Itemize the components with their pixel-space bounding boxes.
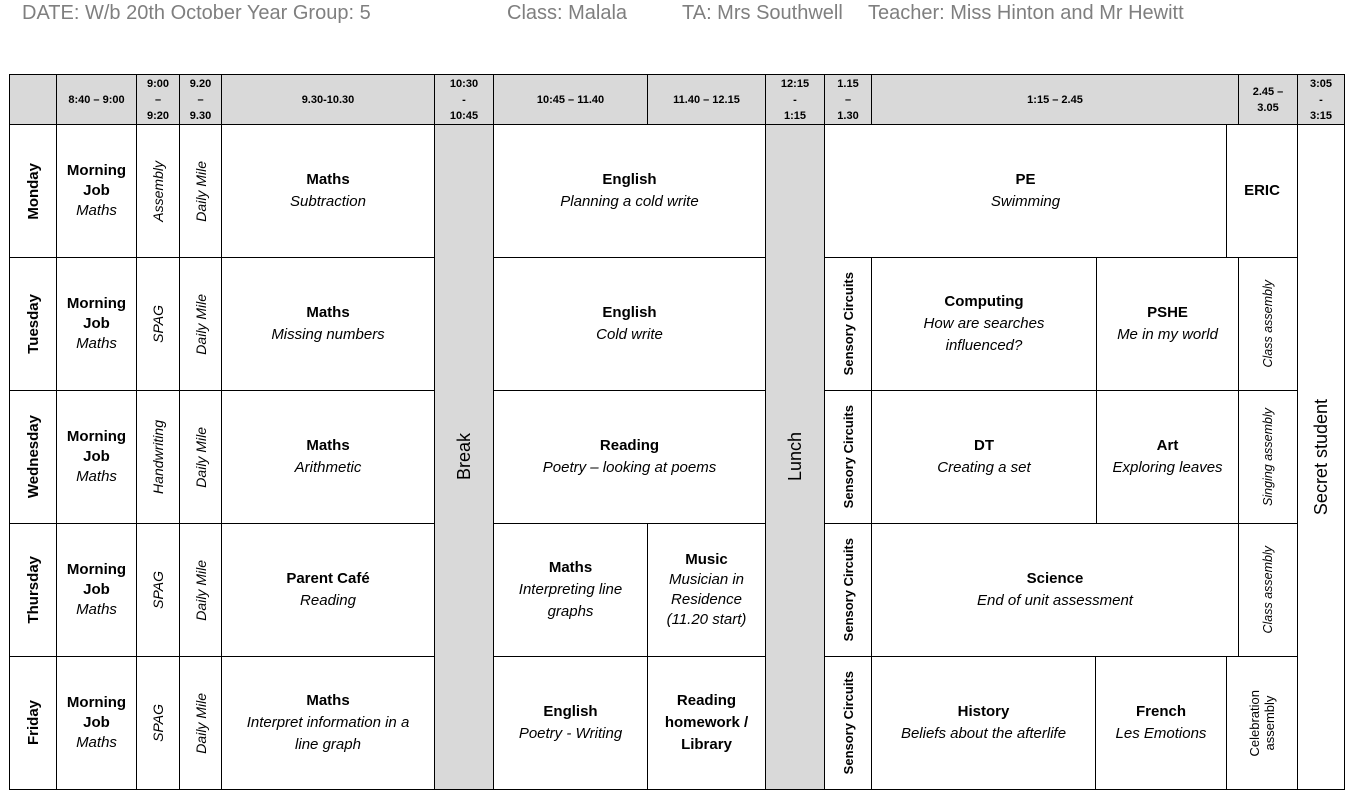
- time-slot-1140: 11.40 – 12.15: [648, 75, 766, 125]
- class-name: Class: Malala: [507, 2, 628, 24]
- time-slot-0900: 9:00 – 9:20: [137, 75, 180, 125]
- lesson-friday-1140: Reading homework / Library: [648, 657, 766, 790]
- early-slot-tuesday: SPAG: [137, 258, 180, 391]
- lesson-monday-0930: Maths Subtraction: [222, 125, 435, 258]
- date-year-group: DATE: W/b 20th October Year Group: 5: [22, 2, 371, 24]
- day-monday: Monday: [10, 125, 57, 258]
- assembly-wednesday: Singing assembly: [1239, 391, 1298, 524]
- time-slot-0920: 9.20 – 9.30: [180, 75, 222, 125]
- ta-name: TA: Mrs Southwell: [682, 2, 843, 24]
- lesson-wednesday-art: Art Exploring leaves: [1097, 391, 1239, 524]
- lesson-thursday-1140: Music Musician in Residence (11.20 start): [648, 524, 766, 657]
- assembly-tuesday: Class assembly: [1239, 258, 1298, 391]
- daily-mile-tuesday: Daily Mile: [180, 258, 222, 391]
- assembly-thursday: Class assembly: [1239, 524, 1298, 657]
- time-slot-0115: 1.15 – 1.30: [825, 75, 872, 125]
- early-slot-thursday: SPAG: [137, 524, 180, 657]
- early-slot-friday: SPAG: [137, 657, 180, 790]
- lesson-tuesday-1045: English Cold write: [494, 258, 766, 391]
- day-tuesday: Tuesday: [10, 258, 57, 391]
- time-slot-1030: 10:30 - 10:45: [435, 75, 494, 125]
- daily-mile-friday: Daily Mile: [180, 657, 222, 790]
- lesson-friday-history: History Beliefs about the afterlife: [872, 657, 1096, 790]
- time-slot-0245: 2.45 – 3.05: [1239, 75, 1298, 125]
- early-slot-wednesday: Handwriting: [137, 391, 180, 524]
- daily-mile-thursday: Daily Mile: [180, 524, 222, 657]
- day-thursday: Thursday: [10, 524, 57, 657]
- day-wednesday: Wednesday: [10, 391, 57, 524]
- lesson-tuesday-pshe: PSHE Me in my world: [1097, 258, 1239, 391]
- time-slot-0930: 9.30-10.30: [222, 75, 435, 125]
- daily-mile-wednesday: Daily Mile: [180, 391, 222, 524]
- corner-cell: [10, 75, 57, 125]
- lesson-tuesday-0930: Maths Missing numbers: [222, 258, 435, 391]
- morning-job-thursday: Morning Job Maths: [57, 524, 137, 657]
- lesson-thursday-0930: Parent Café Reading: [222, 524, 435, 657]
- morning-job-tuesday: Morning Job Maths: [57, 258, 137, 391]
- time-slot-1045: 10:45 – 11.40: [494, 75, 648, 125]
- lunch-column: Lunch: [766, 125, 825, 790]
- lesson-friday-1045: English Poetry - Writing: [494, 657, 648, 790]
- lesson-friday-french: French Les Emotions: [1096, 657, 1227, 790]
- lesson-monday-eric: ERIC: [1227, 125, 1298, 258]
- secret-student-column: Secret student: [1298, 125, 1345, 790]
- lesson-monday-pe: PE Swimming: [825, 125, 1227, 258]
- sensory-circuits-wednesday: Sensory Circuits: [825, 391, 872, 524]
- lesson-wednesday-0930: Maths Arithmetic: [222, 391, 435, 524]
- daily-mile-monday: Daily Mile: [180, 125, 222, 258]
- time-slot-0840: 8:40 – 9:00: [57, 75, 137, 125]
- lesson-tuesday-computing: Computing How are searches influenced?: [872, 258, 1097, 391]
- assembly-friday: Celebration assembly: [1227, 657, 1298, 790]
- lesson-wednesday-1045: Reading Poetry – looking at poems: [494, 391, 766, 524]
- lesson-friday-0930: Maths Interpret information in a line graph: [222, 657, 435, 790]
- sensory-circuits-thursday: Sensory Circuits: [825, 524, 872, 657]
- lesson-thursday-science: Science End of unit assessment: [872, 524, 1239, 657]
- sensory-circuits-friday: Sensory Circuits: [825, 657, 872, 790]
- morning-job-friday: Morning Job Maths: [57, 657, 137, 790]
- morning-job-wednesday: Morning Job Maths: [57, 391, 137, 524]
- lesson-monday-1045: English Planning a cold write: [494, 125, 766, 258]
- time-slot-0305: 3:05 - 3:15: [1298, 75, 1345, 125]
- teacher-names: Teacher: Miss Hinton and Mr Hewitt: [868, 2, 1184, 24]
- morning-job-monday: Morning Job Maths: [57, 125, 137, 258]
- break-column: Break: [435, 125, 494, 790]
- day-friday: Friday: [10, 657, 57, 790]
- lesson-thursday-1045: Maths Interpreting line graphs: [494, 524, 648, 657]
- time-slot-0130: 1:15 – 2.45: [872, 75, 1239, 125]
- time-slot-1215: 12:15 - 1:15: [766, 75, 825, 125]
- early-slot-monday: Assembly: [137, 125, 180, 258]
- sensory-circuits-tuesday: Sensory Circuits: [825, 258, 872, 391]
- lesson-wednesday-dt: DT Creating a set: [872, 391, 1097, 524]
